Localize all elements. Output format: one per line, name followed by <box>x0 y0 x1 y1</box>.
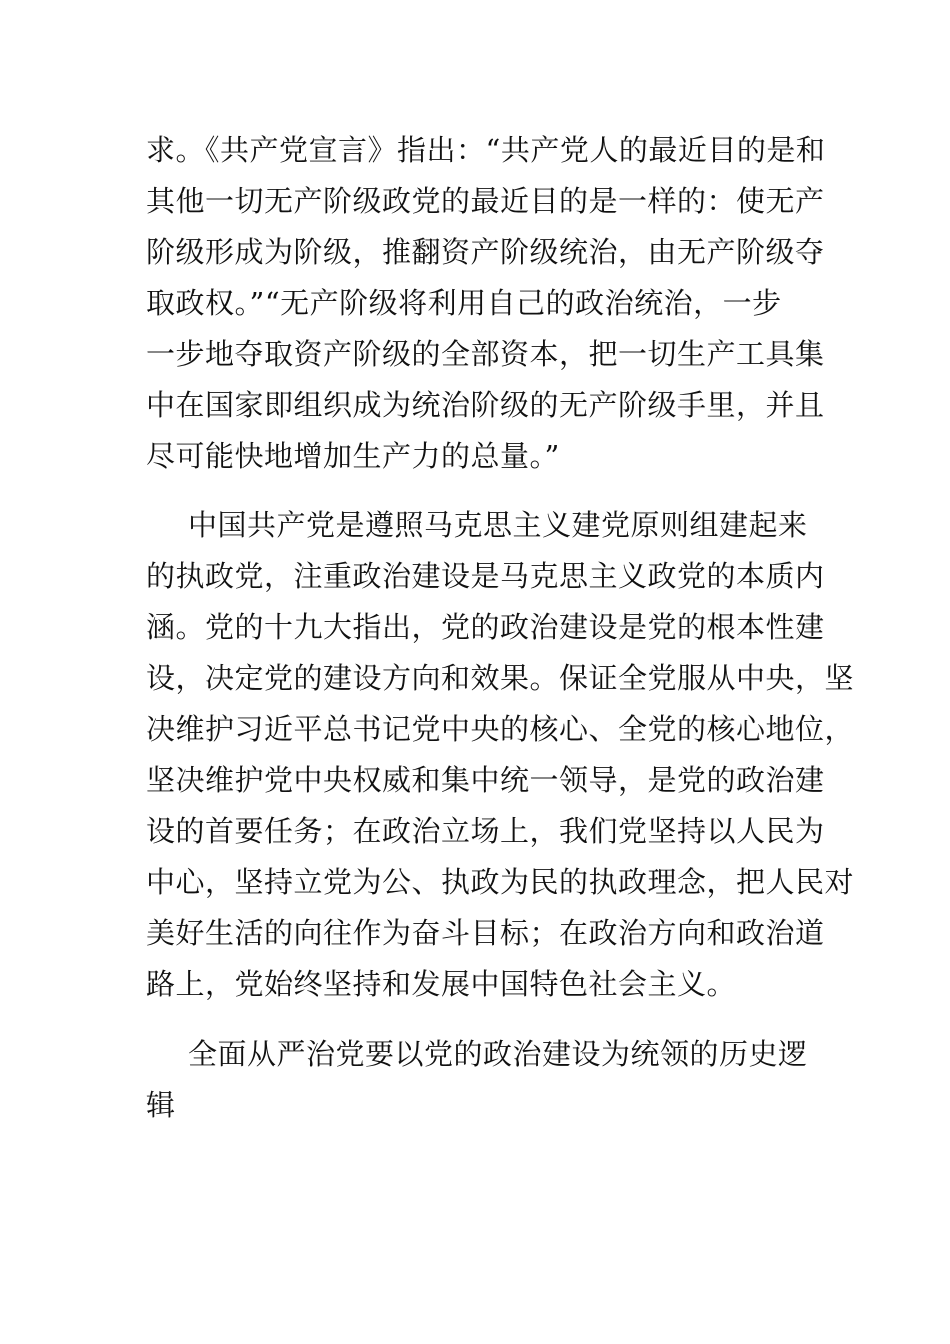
text-line: 路上，党始终坚持和发展中国特色社会主义。 <box>146 967 737 1001</box>
paragraph-section-heading <box>146 1029 826 1131</box>
text-line: 辑 <box>146 1088 176 1122</box>
text-line: 求。《共产党宣言》指出：“共产党人的最近目的是和 <box>146 133 826 167</box>
paragraph-political-construction <box>146 500 855 1010</box>
text-line: 阶级形成为阶级，推翻资产阶级统治，由无产阶级夺 <box>146 235 825 269</box>
text-line: 坚决维护党中央权威和集中统一领导，是党的政治建 <box>146 763 825 797</box>
text-line: 一步地夺取资产阶级的全部资本，把一切生产工具集 <box>146 337 825 371</box>
text-line: 的执政党，注重政治建设是马克思主义政党的本质内 <box>146 559 825 593</box>
text-line: 设，决定党的建设方向和效果。保证全党服从中央，坚 <box>146 661 855 695</box>
text-line: 涵。党的十九大指出，党的政治建设是党的根本性建 <box>146 610 825 644</box>
text-line: 美好生活的向往作为奋斗目标；在政治方向和政治道 <box>146 916 825 950</box>
text-line: 中心，坚持立党为公、执政为民的执政理念，把人民对 <box>146 865 855 899</box>
text-line: 全面从严治党要以党的政治建设为统领的历史逻 <box>188 1037 808 1071</box>
text-line: 决维护习近平总书记党中央的核心、全党的核心地位， <box>146 712 855 746</box>
text-line: 其他一切无产阶级政党的最近目的是一样的：使无产 <box>146 184 825 218</box>
text-line: 取政权。”“无产阶级将利用自己的政治统治，一步 <box>146 286 782 320</box>
text-line: 尽可能快地增加生产力的总量。” <box>146 439 560 473</box>
text-line: 设的首要任务；在政治立场上，我们党坚持以人民为 <box>146 814 825 848</box>
paragraph-communist-manifesto-quote <box>146 125 826 482</box>
text-line: 中在国家即组织成为统治阶级的无产阶级手里，并且 <box>146 388 825 422</box>
text-line: 中国共产党是遵照马克思主义建党原则组建起来 <box>188 508 808 542</box>
